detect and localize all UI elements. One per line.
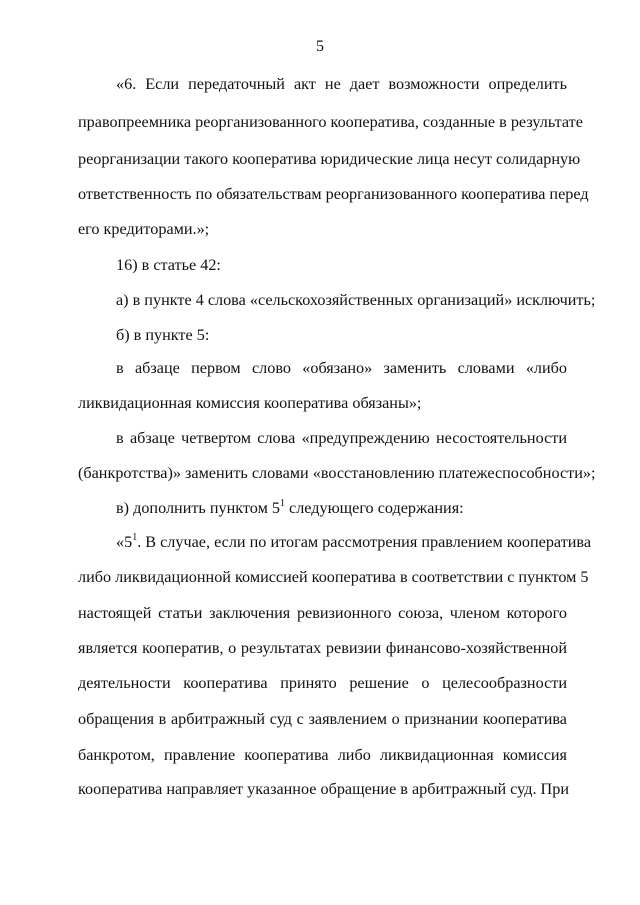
text-line: деятельности кооператива принято решение о целесообразности — [78, 674, 567, 692]
text-line: в абзаце первом слово «обязано» заменить словами «либо — [116, 359, 567, 377]
text-line: «6. Если передаточный акт не дает возможности определить — [116, 75, 567, 93]
text-fragment: . В случае, если по итогам рассмотрения правлением кооператива — [137, 533, 592, 551]
text-line: б) в пункте 5: — [116, 326, 210, 344]
text-line: реорганизации такого кооператива юридические лица несут солидарную — [78, 150, 581, 168]
superscript: 1 — [132, 531, 138, 543]
text-line: правопреемника реорганизованного кооператива, созданные в результате — [78, 113, 583, 131]
text-line — [116, 498, 567, 518]
text-line: обращения в арбитражный суд с заявлением о признании кооператива — [78, 710, 567, 728]
superscript: 1 — [279, 497, 285, 509]
text-line: ответственность по обязательствам реорганизованного кооператива перед — [78, 185, 589, 203]
text-fragment: «5 — [116, 533, 133, 551]
text-line: ликвидационная комиссия кооператива обязаны»; — [78, 394, 422, 412]
text-line: в абзаце четвертом слова «предупреждению несостоятельности — [116, 429, 567, 447]
page-number: 5 — [316, 38, 324, 55]
text-line: является кооператив, о результатах ревизии финансово-хозяйственной — [78, 639, 567, 657]
text-line: банкротом, правление кооператива либо ликвидационная комиссия — [78, 746, 567, 764]
text-line — [116, 531, 592, 552]
text-fragment: следующего содержания: — [284, 499, 464, 517]
text-line: а) в пункте 4 слова «сельскохозяйственных организаций» исключить; — [116, 291, 596, 309]
text-line: (банкротства)» заменить словами «восстановлению платежеспособности»; — [78, 464, 596, 482]
text-line: его кредиторами.»; — [78, 220, 210, 238]
text-line: настоящей статьи заключения ревизионного союза, членом которого — [78, 604, 567, 622]
text-line: 16) в статье 42: — [116, 256, 221, 274]
text-line: кооператива направляет указанное обращение в арбитражный суд. При — [78, 780, 569, 798]
text-fragment: в) дополнить пунктом 5 — [116, 499, 280, 517]
text-line: либо ликвидационной комиссией кооператива в соответствии с пунктом 5 — [78, 568, 589, 586]
